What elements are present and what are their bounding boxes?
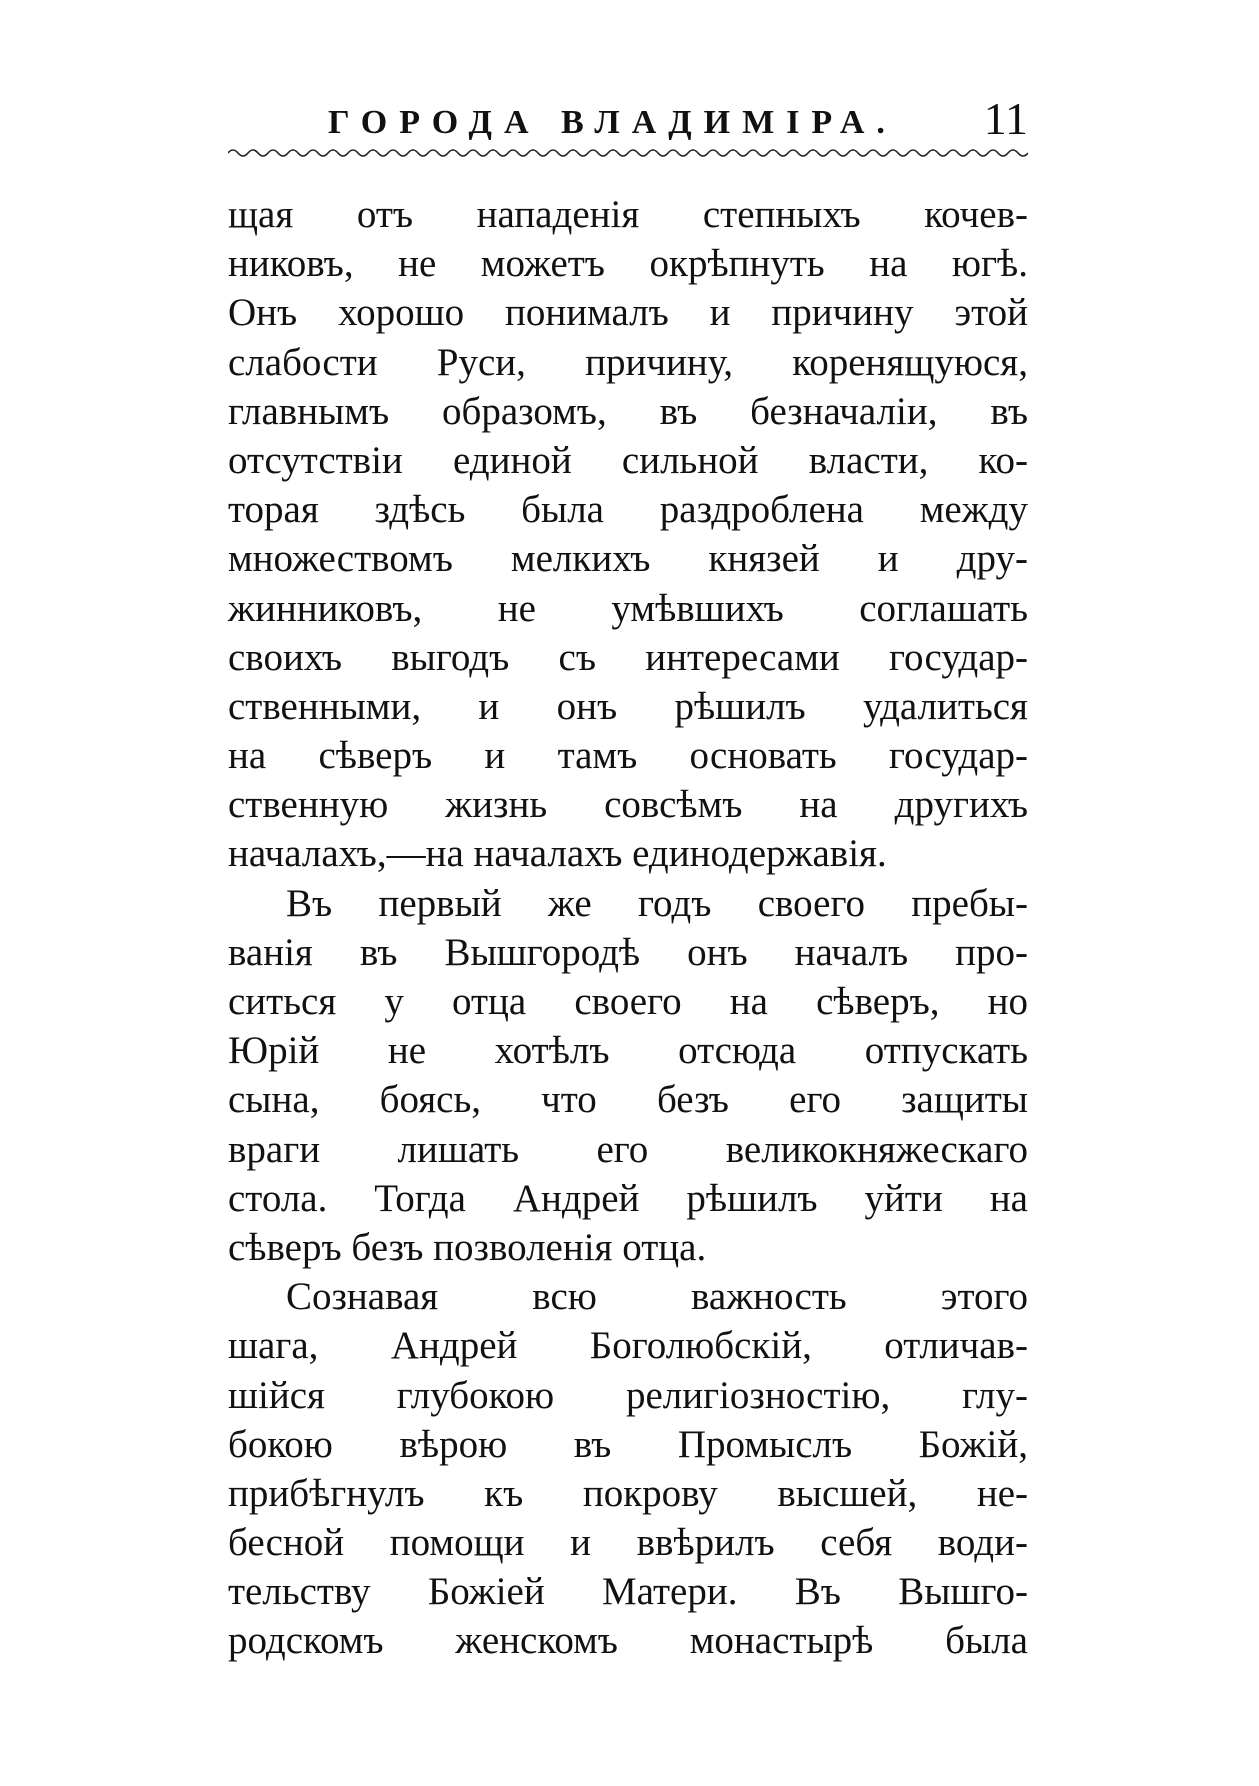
text-line: бесной помощи и ввѣрилъ себя води- bbox=[228, 1521, 1028, 1565]
text-line: ванія въ Вышгородѣ онъ началъ про- bbox=[228, 930, 1028, 974]
text-line: жинниковъ, не умѣвшихъ соглашать bbox=[228, 586, 1028, 630]
page-number: 11 bbox=[983, 93, 1028, 144]
text-line: Онъ хорошо понималъ и причину этой bbox=[228, 291, 1028, 335]
text-line: ственную жизнь совсѣмъ на другихъ bbox=[228, 783, 1028, 827]
text-line: никовъ, не можетъ окрѣпнуть на югѣ. bbox=[228, 242, 1028, 286]
text-line: родскомъ женскомъ монастырѣ была bbox=[228, 1619, 1028, 1663]
wavy-rule-ornament bbox=[228, 146, 1028, 160]
text-line: тельству Божіей Матери. Въ Вышго- bbox=[228, 1570, 1028, 1614]
text-line: главнымъ образомъ, въ безначаліи, въ bbox=[228, 389, 1028, 433]
text-line: торая здѣсь была раздроблена между bbox=[228, 488, 1028, 532]
body-text bbox=[228, 190, 1028, 1666]
running-head bbox=[228, 92, 1028, 152]
text-line: Въ первый же годъ своего пребы- bbox=[286, 881, 1028, 925]
text-line: слабости Руси, причину, коренящуюся, bbox=[228, 340, 1028, 384]
text-line: Юрій не хотѣлъ отсюда отпускать bbox=[228, 1029, 1028, 1073]
text-line: началахъ,—на началахъ единодержавія. bbox=[228, 832, 887, 876]
text-line: шага, Андрей Боголюбскій, отличав- bbox=[228, 1324, 1028, 1368]
text-line: прибѣгнулъ къ покрову высшей, не- bbox=[228, 1471, 1028, 1515]
text-line: отсутствіи единой сильной власти, ко- bbox=[228, 438, 1028, 482]
text-line: ственными, и онъ рѣшилъ удалиться bbox=[228, 684, 1028, 728]
text-line: шійся глубокою религіозностію, глу- bbox=[228, 1373, 1028, 1417]
text-line: ситься у отца своего на сѣверъ, но bbox=[228, 980, 1028, 1023]
text-line: сѣверъ безъ позволенія отца. bbox=[228, 1225, 707, 1269]
text-line: множествомъ мелкихъ князей и дру- bbox=[228, 537, 1028, 581]
text-line: на сѣверъ и тамъ основать государ- bbox=[228, 734, 1028, 778]
text-line: своихъ выгодъ съ интересами государ- bbox=[228, 635, 1028, 679]
running-title: ГОРОДА ВЛАДИМІРА. bbox=[328, 104, 897, 141]
text-line: бокою вѣрою въ Промыслъ Божій, bbox=[228, 1422, 1028, 1466]
text-line: стола. Тогда Андрей рѣшилъ уйти на bbox=[228, 1176, 1028, 1220]
text-line: сына, боясь, что безъ его защиты bbox=[228, 1078, 1028, 1122]
text-line: Сознавая всю важность этого bbox=[286, 1275, 1028, 1319]
text-line: враги лишать его великокняжескаго bbox=[228, 1127, 1028, 1171]
text-line: щая отъ нападенія степныхъ кочев- bbox=[228, 193, 1028, 236]
